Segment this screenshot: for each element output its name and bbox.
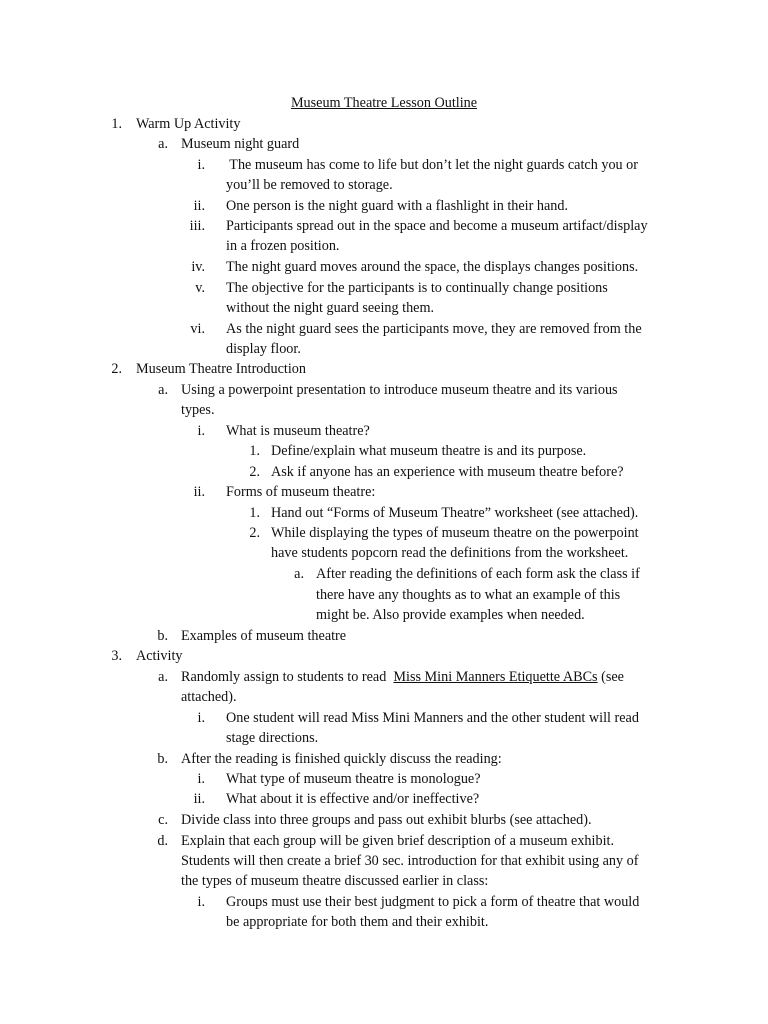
subitem-text: One student will read Miss Mini Manners and the other student will read xyxy=(226,710,639,726)
section-heading: Warm Up Activity xyxy=(136,116,241,132)
subitem-marker: iv. xyxy=(191,259,205,275)
numbered-marker: 1. xyxy=(249,505,260,521)
document-title: Museum Theatre Lesson Outline xyxy=(290,95,478,111)
item-text: Using a powerpoint presentation to introduce museum theatre and its various xyxy=(181,382,618,398)
item-text: Divide class into three groups and pass out exhibit blurbs (see attached). xyxy=(181,812,592,828)
subitem-text: The objective for the participants is to continually change positions xyxy=(226,280,608,296)
numbered-text: Hand out “Forms of Museum Theatre” worksheet (see attached). xyxy=(271,505,639,521)
numbered-marker: 1. xyxy=(249,443,260,459)
subitem-text: The night guard moves around the space, the displays changes positions. xyxy=(226,259,639,275)
item-marker: c. xyxy=(158,812,168,828)
numbered-text: While displaying the types of museum theatre on the powerpoint xyxy=(271,525,639,541)
item-marker: a. xyxy=(158,382,168,398)
subitem-marker: i. xyxy=(197,771,205,787)
numbered-text: have students popcorn read the definitions from the worksheet. xyxy=(271,545,629,561)
letter-text: there have any thoughts as to what an example of this xyxy=(316,587,621,603)
subitem-text: What about it is effective and/or ineffective? xyxy=(226,791,480,807)
subitem-text: As the night guard sees the participants move, they are removed from the xyxy=(226,321,642,337)
letter-text: might be. Also provide examples when needed. xyxy=(316,607,585,623)
subitem-text: Participants spread out in the space and become a museum artifact/display xyxy=(226,218,648,234)
section-number: 2. xyxy=(111,361,122,377)
subitem-marker: ii. xyxy=(193,791,205,807)
numbered-marker: 2. xyxy=(249,525,260,541)
item-marker: a. xyxy=(158,136,168,152)
section-number: 3. xyxy=(111,648,122,664)
numbered-text: Ask if anyone has an experience with museum theatre before? xyxy=(271,464,624,480)
numbered-marker: 2. xyxy=(249,464,260,480)
subitem-text: What type of museum theatre is monologue? xyxy=(226,771,481,787)
subitem-marker: vi. xyxy=(190,321,205,337)
item-text: Examples of museum theatre xyxy=(181,628,347,644)
item-text: attached). xyxy=(181,689,237,705)
subitem-marker: i. xyxy=(197,423,205,439)
reading-title: Miss Mini Manners Etiquette ABCs xyxy=(393,669,598,685)
subitem-text: display floor. xyxy=(226,341,301,357)
subitem-text: be appropriate for both them and their exhibit. xyxy=(226,914,489,930)
section-heading: Activity xyxy=(136,648,183,664)
item-text: types. xyxy=(181,402,215,418)
item-text: Explain that each group will be given brief description of a museum exhibit. xyxy=(181,833,614,849)
item-marker: b. xyxy=(157,628,168,644)
subitem-marker: v. xyxy=(195,280,205,296)
letter-marker: a. xyxy=(294,566,304,582)
item-marker: d. xyxy=(157,833,168,849)
item-marker: b. xyxy=(157,751,168,767)
item-text-post: (see xyxy=(597,669,624,685)
subitem-marker: iii. xyxy=(189,218,205,234)
item-text: the types of museum theatre discussed earlier in class: xyxy=(181,873,489,889)
section-heading: Museum Theatre Introduction xyxy=(136,361,306,377)
subitem-marker: ii. xyxy=(193,484,205,500)
subitem-text: you’ll be removed to storage. xyxy=(226,177,393,193)
item-text-pre: Randomly assign to students to read xyxy=(181,669,390,685)
item-text: Museum night guard xyxy=(181,136,300,152)
subitem-text: stage directions. xyxy=(226,730,319,746)
subitem-text: What is museum theatre? xyxy=(226,423,370,439)
subitem-marker: ii. xyxy=(193,198,205,214)
item-text: Students will then create a brief 30 sec. introduction for that exhibit using any of xyxy=(181,853,639,869)
section-number: 1. xyxy=(111,116,122,132)
item-text: After the reading is finished quickly discuss the reading: xyxy=(181,751,502,767)
letter-text: After reading the definitions of each form ask the class if xyxy=(316,566,640,582)
item-marker: a. xyxy=(158,669,168,685)
subitem-marker: i. xyxy=(197,894,205,910)
subitem-text: in a frozen position. xyxy=(226,238,340,254)
numbered-text: Define/explain what museum theatre is and its purpose. xyxy=(271,443,587,459)
subitem-text: Groups must use their best judgment to pick a form of theatre that would xyxy=(226,894,640,910)
subitem-marker: i. xyxy=(197,710,205,726)
subitem-text: One person is the night guard with a flashlight in their hand. xyxy=(226,198,569,214)
item-text xyxy=(181,667,624,687)
subitem-text: The museum has come to life but don’t let the night guards catch you or xyxy=(226,157,639,173)
subitem-marker: i. xyxy=(197,157,205,173)
subitem-text: without the night guard seeing them. xyxy=(226,300,435,316)
subitem-text: Forms of museum theatre: xyxy=(226,484,376,500)
